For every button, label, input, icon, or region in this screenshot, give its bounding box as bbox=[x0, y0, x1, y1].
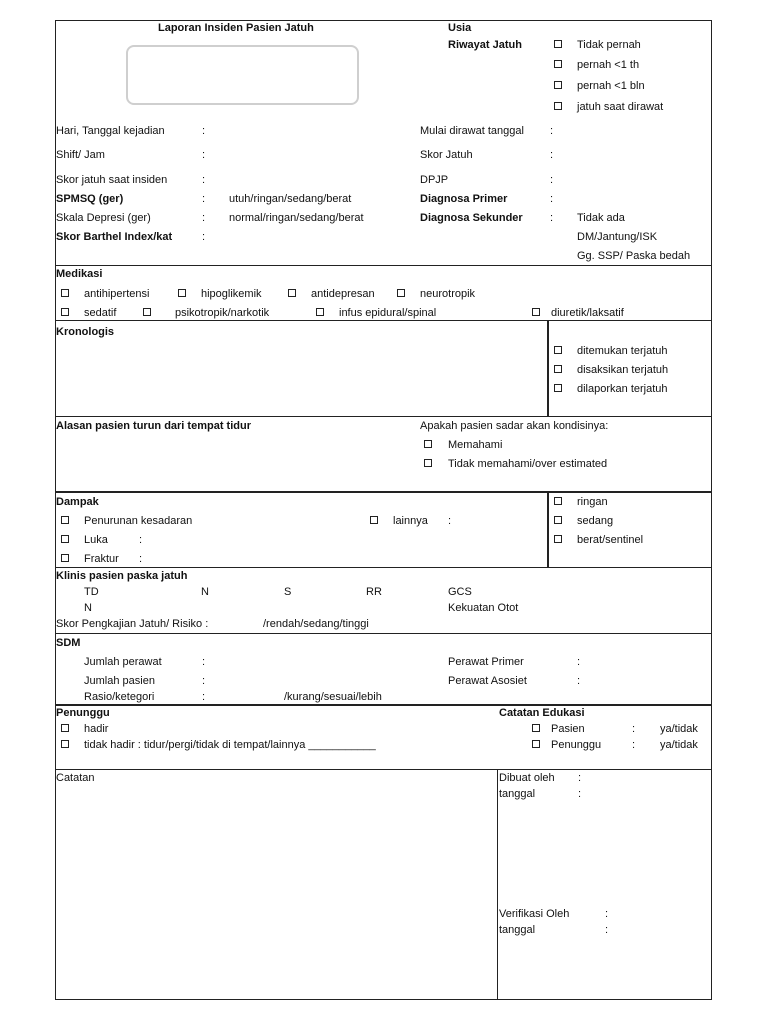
dampak-title: Dampak bbox=[56, 496, 99, 508]
edukasi-item: Penunggu bbox=[551, 739, 602, 751]
section-divider bbox=[55, 567, 712, 568]
incident-report-form bbox=[55, 20, 712, 1000]
field-colon: : bbox=[202, 125, 206, 137]
riwayat-checkbox[interactable] bbox=[554, 40, 562, 48]
medikasi-checkbox[interactable] bbox=[143, 308, 151, 316]
sekunder-option: DM/Jantung/ISK bbox=[577, 231, 658, 243]
sdm-label: Jumlah pasien bbox=[84, 675, 155, 687]
medikasi-checkbox[interactable] bbox=[397, 289, 405, 297]
medikasi-title: Medikasi bbox=[56, 268, 103, 280]
field-label: Diagnosa Primer bbox=[420, 193, 508, 205]
dampak-item: Luka bbox=[84, 534, 108, 546]
edukasi-item: Pasien bbox=[551, 723, 585, 735]
field-label: Skor Barthel Index/kat bbox=[56, 231, 173, 243]
field-colon: : bbox=[202, 691, 206, 703]
dampak-checkbox[interactable] bbox=[370, 516, 378, 524]
dampak-item: Fraktur bbox=[84, 553, 119, 565]
sdm-label: Rasio/ketegori bbox=[84, 691, 155, 703]
field-label: Skala Depresi (ger) bbox=[56, 212, 151, 224]
field-colon: : bbox=[578, 772, 582, 784]
field-colon: : bbox=[448, 515, 452, 527]
usia-label: Usia bbox=[448, 22, 472, 34]
field-colon: : bbox=[632, 739, 636, 751]
field-colon: : bbox=[550, 212, 554, 224]
dampak-level-checkbox[interactable] bbox=[554, 535, 562, 543]
riwayat-option: Tidak pernah bbox=[577, 39, 641, 51]
riwayat-checkbox[interactable] bbox=[554, 81, 562, 89]
field-colon: : bbox=[632, 723, 636, 735]
field-colon: : bbox=[139, 553, 143, 565]
medikasi-item: antidepresan bbox=[311, 288, 375, 300]
field-label: Shift/ Jam bbox=[56, 149, 105, 161]
sadar-option: Memahami bbox=[448, 439, 503, 451]
dampak-level: sedang bbox=[577, 515, 614, 527]
section-divider bbox=[55, 769, 712, 770]
riwayat-option: jatuh saat dirawat bbox=[577, 101, 664, 113]
verifikasi-oleh-label: Verifikasi Oleh bbox=[499, 908, 570, 920]
penunggu-option: hadir bbox=[84, 723, 109, 735]
field-colon: : bbox=[202, 149, 206, 161]
riwayat-option: pernah <1 bln bbox=[577, 80, 645, 92]
field-colon: : bbox=[550, 174, 554, 186]
skor-risiko-label: Skor Pengkajian Jatuh/ Risiko : bbox=[56, 618, 209, 630]
medikasi-item: antihipertensi bbox=[84, 288, 150, 300]
field-label: Skor jatuh saat insiden bbox=[56, 174, 168, 186]
kronologis-option: ditemukan terjatuh bbox=[577, 345, 668, 357]
field-value: utuh/ringan/sedang/berat bbox=[229, 193, 352, 205]
field-colon: : bbox=[202, 212, 206, 224]
field-colon: : bbox=[577, 656, 581, 668]
sekunder-option: Tidak ada bbox=[577, 212, 625, 224]
medikasi-checkbox[interactable] bbox=[316, 308, 324, 316]
edukasi-value: ya/tidak bbox=[660, 739, 698, 751]
sdm-label: Perawat Primer bbox=[448, 656, 524, 668]
dibuat-oleh-label: Dibuat oleh bbox=[499, 772, 555, 784]
gcs-label: GCS bbox=[448, 586, 472, 598]
sadar-checkbox[interactable] bbox=[424, 440, 432, 448]
penunggu-title: Penunggu bbox=[56, 707, 110, 719]
riwayat-checkbox[interactable] bbox=[554, 60, 562, 68]
tanggal-label: tanggal bbox=[499, 788, 536, 800]
rasio-options: /kurang/sesuai/lebih bbox=[284, 691, 382, 703]
column-divider bbox=[547, 491, 549, 567]
vital-label: S bbox=[284, 586, 292, 598]
medikasi-item: infus epidural/spinal bbox=[339, 307, 437, 319]
column-divider bbox=[497, 769, 498, 1000]
medikasi-item: neurotropik bbox=[420, 288, 476, 300]
kronologis-option: disaksikan terjatuh bbox=[577, 364, 669, 376]
field-colon: : bbox=[550, 125, 554, 137]
penunggu-option: tidak hadir : tidur/pergi/tidak di tempat/lainnya ___________ bbox=[84, 739, 376, 751]
dampak-level-checkbox[interactable] bbox=[554, 516, 562, 524]
kronologis-checkbox[interactable] bbox=[554, 384, 562, 392]
field-label: SPMSQ (ger) bbox=[56, 193, 124, 205]
kronologis-checkbox[interactable] bbox=[554, 365, 562, 373]
dampak-checkbox[interactable] bbox=[61, 535, 69, 543]
field-label: Diagnosa Sekunder bbox=[420, 212, 523, 224]
riwayat-checkbox[interactable] bbox=[554, 102, 562, 110]
sadar-checkbox[interactable] bbox=[424, 459, 432, 467]
medikasi-checkbox[interactable] bbox=[532, 308, 540, 316]
kekuatan-otot-label: Kekuatan Otot bbox=[448, 602, 519, 614]
klinis-title: Klinis pasien paska jatuh bbox=[56, 570, 188, 582]
catatan-title: Catatan bbox=[56, 772, 95, 784]
medikasi-checkbox[interactable] bbox=[178, 289, 186, 297]
medikasi-checkbox[interactable] bbox=[61, 308, 69, 316]
field-colon: : bbox=[578, 788, 582, 800]
sekunder-option: Gg. SSP/ Paska bedah bbox=[577, 250, 691, 262]
field-label: Hari, Tanggal kejadian bbox=[56, 125, 165, 137]
field-colon: : bbox=[202, 193, 206, 205]
kronologis-option: dilaporkan terjatuh bbox=[577, 383, 668, 395]
field-colon: : bbox=[202, 174, 206, 186]
tanggal-label: tanggal bbox=[499, 924, 536, 936]
dampak-checkbox[interactable] bbox=[61, 516, 69, 524]
sdm-label: Jumlah perawat bbox=[84, 656, 162, 668]
alasan-title: Alasan pasien turun dari tempat tidur bbox=[56, 420, 251, 432]
field-colon: : bbox=[577, 675, 581, 687]
medikasi-checkbox[interactable] bbox=[288, 289, 296, 297]
field-label: DPJP bbox=[420, 174, 449, 186]
vital-label: N bbox=[84, 602, 92, 614]
field-label: Skor Jatuh bbox=[420, 149, 473, 161]
form-title: Laporan Insiden Pasien Jatuh bbox=[158, 22, 314, 34]
field-colon: : bbox=[550, 193, 554, 205]
kronologis-checkbox[interactable] bbox=[554, 346, 562, 354]
vital-label: RR bbox=[366, 586, 382, 598]
section-divider bbox=[55, 265, 712, 266]
dampak-checkbox[interactable] bbox=[61, 554, 69, 562]
dampak-level-checkbox[interactable] bbox=[554, 497, 562, 505]
medikasi-item: psikotropik/narkotik bbox=[175, 307, 270, 319]
skor-risiko-options: /rendah/sedang/tinggi bbox=[263, 618, 369, 630]
vital-label: N bbox=[201, 586, 209, 598]
field-colon: : bbox=[139, 534, 143, 546]
edukasi-checkbox[interactable] bbox=[532, 724, 540, 732]
field-label: Mulai dirawat tanggal bbox=[420, 125, 524, 137]
kronologis-title: Kronologis bbox=[56, 326, 115, 338]
field-colon: : bbox=[550, 149, 554, 161]
vital-label: TD bbox=[84, 586, 99, 598]
edukasi-checkbox[interactable] bbox=[532, 740, 540, 748]
column-divider bbox=[547, 320, 549, 416]
section-divider bbox=[55, 704, 712, 706]
section-divider bbox=[55, 633, 712, 634]
medikasi-item: diuretik/laksatif bbox=[551, 307, 624, 319]
field-colon: : bbox=[202, 656, 206, 668]
section-divider bbox=[55, 320, 712, 321]
riwayat-option: pernah <1 th bbox=[577, 59, 640, 71]
field-colon: : bbox=[605, 924, 609, 936]
edukasi-title: Catatan Edukasi bbox=[499, 707, 585, 719]
medikasi-checkbox[interactable] bbox=[61, 289, 69, 297]
field-colon: : bbox=[605, 908, 609, 920]
penunggu-checkbox[interactable] bbox=[61, 740, 69, 748]
field-colon: : bbox=[202, 675, 206, 687]
patient-label-box bbox=[126, 45, 359, 105]
field-colon: : bbox=[202, 231, 206, 243]
dampak-lainnya: lainnya bbox=[393, 515, 428, 527]
medikasi-item: sedatif bbox=[84, 307, 117, 319]
riwayat-jatuh-label: Riwayat Jatuh bbox=[448, 39, 522, 51]
edukasi-value: ya/tidak bbox=[660, 723, 698, 735]
penunggu-checkbox[interactable] bbox=[61, 724, 69, 732]
dampak-level: ringan bbox=[577, 496, 608, 508]
sdm-title: SDM bbox=[56, 637, 81, 649]
dampak-item: Penurunan kesadaran bbox=[84, 515, 193, 527]
section-divider bbox=[55, 416, 712, 417]
field-value: normal/ringan/sedang/berat bbox=[229, 212, 364, 224]
medikasi-item: hipoglikemik bbox=[201, 288, 262, 300]
sadar-label: Apakah pasien sadar akan kondisinya: bbox=[420, 420, 609, 432]
section-divider bbox=[55, 491, 712, 493]
sadar-option: Tidak memahami/over estimated bbox=[448, 458, 608, 470]
dampak-level: berat/sentinel bbox=[577, 534, 644, 546]
sdm-label: Perawat Asosiet bbox=[448, 675, 527, 687]
